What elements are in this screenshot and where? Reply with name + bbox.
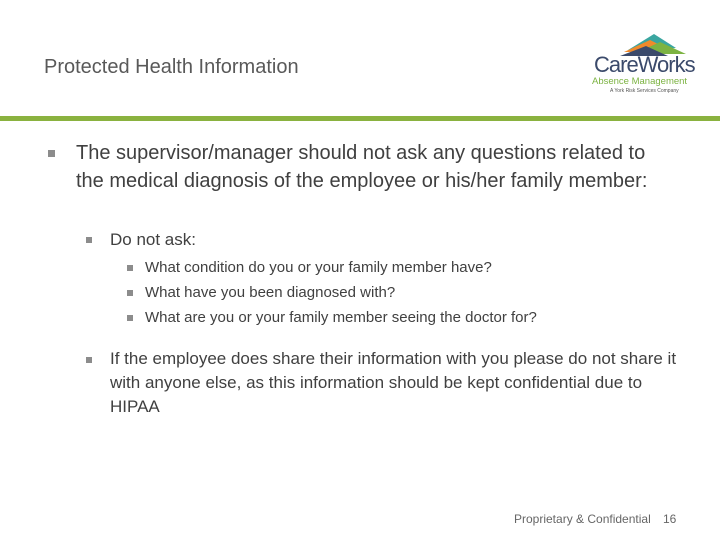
- header-divider: [0, 116, 720, 121]
- footer-confidential: Proprietary & Confidential: [514, 512, 651, 526]
- bullet-icon: [86, 237, 92, 243]
- bullet-icon: [127, 315, 133, 321]
- bullet-icon: [127, 265, 133, 271]
- main-point: The supervisor/manager should not ask any questions related to the medical diagnosis of the employee or his/her family member:: [76, 142, 648, 192]
- logo-wordmark: CareWorks: [594, 52, 695, 77]
- list-item: What have you been diagnosed with?: [145, 284, 396, 301]
- careworks-logo: [590, 30, 702, 100]
- logo-tagline: A York Risk Services Company: [610, 88, 679, 94]
- sub-point-label: Do not ask:: [110, 230, 196, 249]
- bullet-icon: [86, 357, 92, 363]
- bullet-icon: [127, 290, 133, 296]
- sub-point-hipaa: If the employee does share their information with you please do not share it with anyone else, as this information should be kept confidential due to HIPAA: [110, 349, 677, 416]
- slide-title: Protected Health Information: [44, 56, 299, 78]
- page-number: 16: [663, 512, 677, 526]
- bullet-icon: [48, 150, 55, 157]
- logo-subtitle: Absence Management: [592, 76, 688, 87]
- list-item: What are you or your family member seeing the doctor for?: [145, 309, 537, 326]
- list-item: What condition do you or your family member have?: [145, 259, 492, 276]
